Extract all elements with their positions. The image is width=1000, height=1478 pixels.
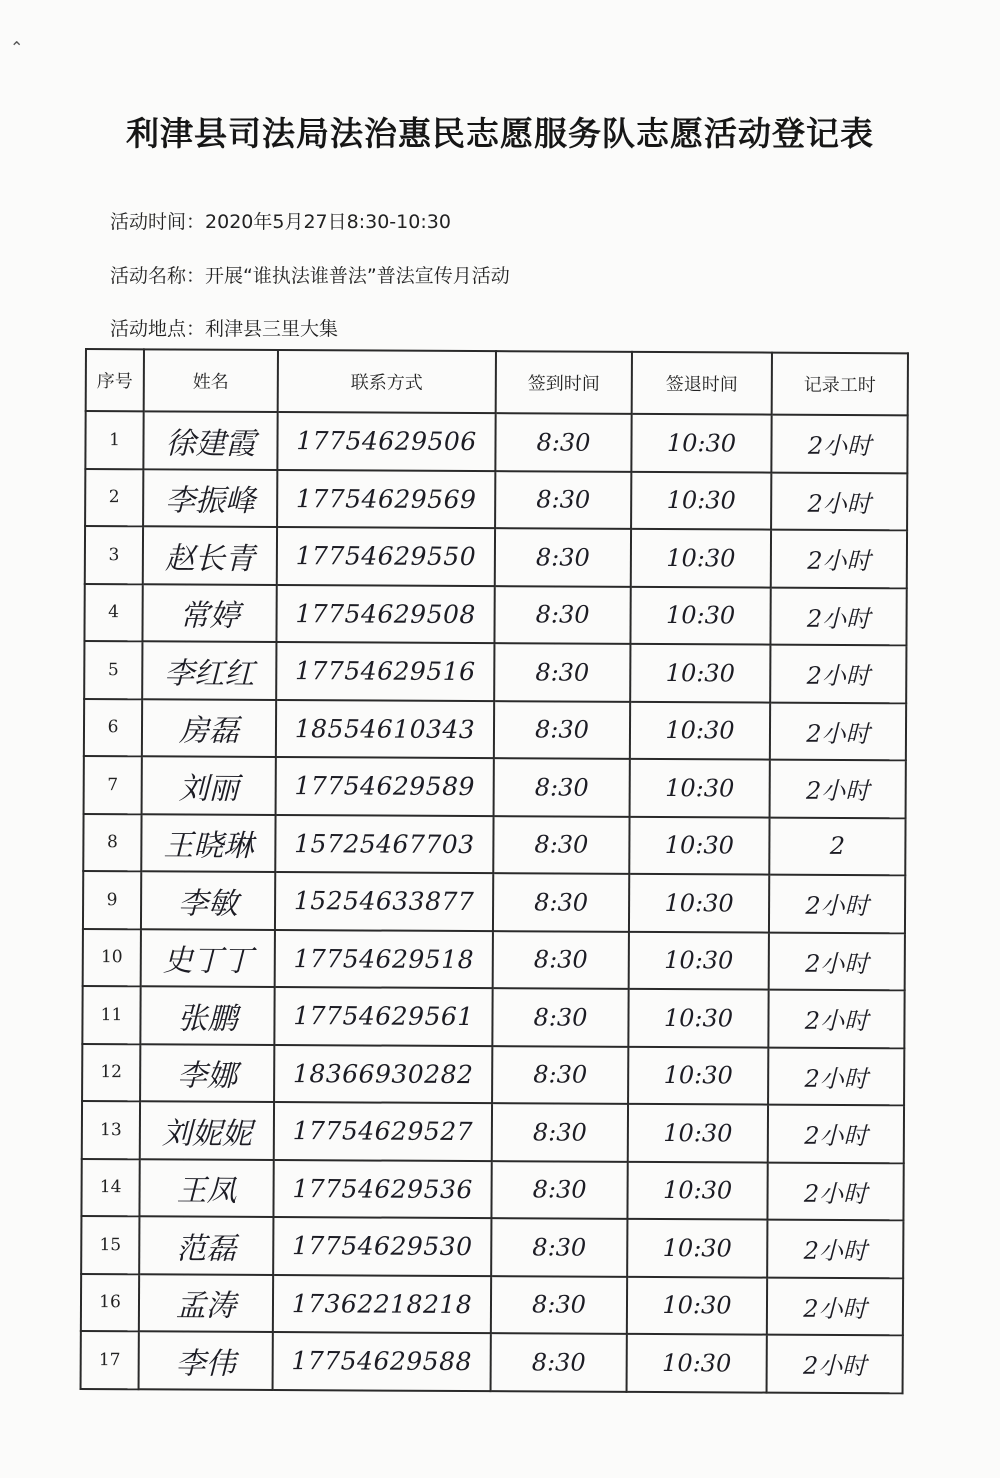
row-seq: 6: [84, 699, 142, 757]
row-sign-in: 8:30: [495, 528, 631, 586]
table-row: [81, 1158, 903, 1220]
row-seq: 14: [81, 1158, 139, 1216]
row-seq: 8: [83, 813, 141, 871]
row-sign-in: 8:30: [493, 931, 629, 989]
row-sign-in: 8:30: [491, 1161, 627, 1219]
row-seq: 13: [82, 1101, 140, 1159]
row-seq: 7: [84, 756, 142, 814]
row-phone: 17754629508: [276, 585, 494, 644]
row-hours: 2小时: [771, 530, 907, 588]
row-phone: 17754629569: [277, 470, 495, 529]
row-seq: 9: [83, 871, 141, 929]
table-row: [81, 1216, 903, 1278]
table-row: [84, 584, 906, 646]
row-hours: 2小时: [768, 1047, 904, 1105]
row-phone: 17754629530: [273, 1217, 491, 1276]
row-hours: 2小时: [767, 1162, 903, 1220]
row-hours: 2小时: [769, 932, 905, 990]
row-seq: 1: [85, 411, 143, 469]
activity-name: [110, 261, 510, 288]
row-phone: 15725467703: [275, 815, 493, 874]
row-phone: 17754629506: [277, 412, 495, 471]
row-sign-out: 10:30: [631, 414, 771, 472]
table-row: [82, 1101, 904, 1163]
row-sign-out: 10:30: [628, 1046, 768, 1104]
row-name: 刘妮妮: [140, 1101, 274, 1159]
row-sign-in: 8:30: [492, 988, 628, 1046]
registration-table: [80, 348, 909, 1394]
table-row: [81, 1273, 903, 1335]
row-name: 徐建霞: [143, 411, 277, 469]
row-name: 常婷: [142, 584, 276, 642]
row-sign-in: 8:30: [494, 586, 630, 644]
row-sign-in: 8:30: [493, 873, 629, 931]
row-name: 王晓琳: [141, 814, 275, 872]
table-row: [85, 526, 907, 588]
row-name: 房磊: [142, 699, 276, 757]
row-sign-out: 10:30: [627, 1334, 767, 1392]
row-phone: 18554610343: [276, 700, 494, 759]
row-hours: 2小时: [770, 645, 906, 703]
row-sign-out: 10:30: [631, 529, 771, 587]
row-sign-out: 10:30: [628, 989, 768, 1047]
activity-name-label: 活动名称：: [110, 265, 206, 287]
activity-time-value: 2020年5月27日8:30-10:30: [205, 211, 451, 233]
row-sign-out: 10:30: [631, 471, 771, 529]
row-phone: 17754629516: [276, 642, 494, 701]
row-hours: 2小时: [767, 1220, 903, 1278]
row-hours: 2小时: [769, 875, 905, 933]
table-row: [84, 699, 906, 761]
header-phone: 联系方式: [278, 350, 496, 413]
table-row: [84, 641, 906, 703]
row-sign-out: 10:30: [627, 1276, 767, 1334]
row-seq: 5: [84, 641, 142, 699]
row-hours: 2小时: [767, 1335, 903, 1393]
table-header-row: [86, 349, 908, 415]
row-name: 李红红: [142, 641, 276, 699]
row-name: 李振峰: [143, 469, 277, 527]
row-name: 李伟: [139, 1331, 273, 1389]
activity-place-label: 活动地点：: [110, 318, 206, 340]
row-sign-in: 8:30: [491, 1333, 627, 1391]
row-seq: 12: [82, 1043, 140, 1101]
row-name: 李敏: [141, 871, 275, 929]
row-name: 范磊: [139, 1216, 273, 1274]
row-phone: 17754629561: [274, 987, 492, 1046]
table-row: [83, 813, 905, 875]
row-name: 张鹏: [140, 986, 274, 1044]
row-hours: 2小时: [770, 760, 906, 818]
row-hours: 2小时: [770, 702, 906, 760]
table-row: [83, 871, 905, 933]
row-sign-in: 8:30: [492, 1103, 628, 1161]
row-seq: 15: [81, 1216, 139, 1274]
row-hours: 2小时: [767, 1277, 903, 1335]
row-seq: 4: [84, 584, 142, 642]
row-sign-in: 8:30: [494, 643, 630, 701]
row-phone: 17754629550: [277, 527, 495, 586]
row-sign-out: 10:30: [628, 1104, 768, 1162]
row-sign-in: 8:30: [494, 701, 630, 759]
corner-mark-icon: ⌃: [10, 38, 24, 57]
activity-time-label: 活动时间：: [110, 211, 206, 233]
row-name: 刘丽: [142, 756, 276, 814]
row-hours: 2小时: [768, 1105, 904, 1163]
activity-name-value: 开展“谁执法谁普法”普法宣传月活动: [205, 265, 510, 287]
row-hours: 2小时: [768, 990, 904, 1048]
header-sign-in: 签到时间: [496, 351, 632, 414]
row-name: 王凤: [139, 1159, 273, 1217]
row-seq: 16: [81, 1273, 139, 1331]
table-row: [85, 469, 907, 531]
row-name: 孟涛: [139, 1274, 273, 1332]
table-row: [81, 1331, 903, 1393]
row-hours: 2小时: [771, 415, 907, 473]
row-sign-in: 8:30: [491, 1218, 627, 1276]
row-hours: 2小时: [770, 587, 906, 645]
row-name: 赵长青: [143, 526, 277, 584]
row-seq: 3: [85, 526, 143, 584]
table-row: [82, 1043, 904, 1105]
row-seq: 11: [82, 986, 140, 1044]
row-sign-in: 8:30: [495, 413, 631, 471]
row-seq: 2: [85, 469, 143, 527]
row-seq: 17: [81, 1331, 139, 1389]
row-sign-in: 8:30: [491, 1276, 627, 1334]
row-phone: 17362218218: [273, 1274, 491, 1333]
table-row: [82, 986, 904, 1048]
header-sign-out: 签退时间: [632, 352, 772, 415]
activity-place: [110, 314, 338, 341]
row-sign-in: 8:30: [493, 816, 629, 874]
header-name: 姓名: [144, 349, 278, 412]
header-seq: 序号: [86, 349, 144, 411]
row-phone: 17754629527: [274, 1102, 492, 1161]
row-sign-out: 10:30: [629, 931, 769, 989]
row-sign-in: 8:30: [495, 471, 631, 529]
table-row: [85, 411, 907, 473]
table-row: [83, 928, 905, 990]
row-phone: 17754629518: [275, 930, 493, 989]
table-body: [81, 411, 908, 1393]
row-name: 李娜: [140, 1044, 274, 1102]
activity-place-value: 利津县三里大集: [205, 318, 339, 340]
row-sign-out: 10:30: [627, 1161, 767, 1219]
page-title: 利津县司法局法治惠民志愿服务队志愿活动登记表: [126, 114, 874, 153]
row-phone: 15254633877: [275, 872, 493, 931]
row-sign-in: 8:30: [492, 1046, 628, 1104]
row-phone: 17754629536: [273, 1159, 491, 1218]
row-sign-out: 10:30: [630, 701, 770, 759]
row-phone: 17754629588: [273, 1332, 491, 1391]
row-sign-out: 10:30: [630, 759, 770, 817]
row-name: 史丁丁: [141, 929, 275, 987]
row-phone: 17754629589: [276, 757, 494, 816]
row-hours: 2: [769, 817, 905, 875]
activity-time: [110, 207, 451, 234]
table-row: [84, 756, 906, 818]
header-hours: 记录工时: [772, 353, 908, 416]
row-sign-out: 10:30: [630, 644, 770, 702]
row-sign-out: 10:30: [627, 1219, 767, 1277]
row-sign-in: 8:30: [494, 758, 630, 816]
row-sign-out: 10:30: [629, 816, 769, 874]
row-sign-out: 10:30: [630, 586, 770, 644]
row-seq: 10: [83, 928, 141, 986]
row-phone: 18366930282: [274, 1045, 492, 1104]
row-sign-out: 10:30: [629, 874, 769, 932]
row-hours: 2小时: [771, 472, 907, 530]
